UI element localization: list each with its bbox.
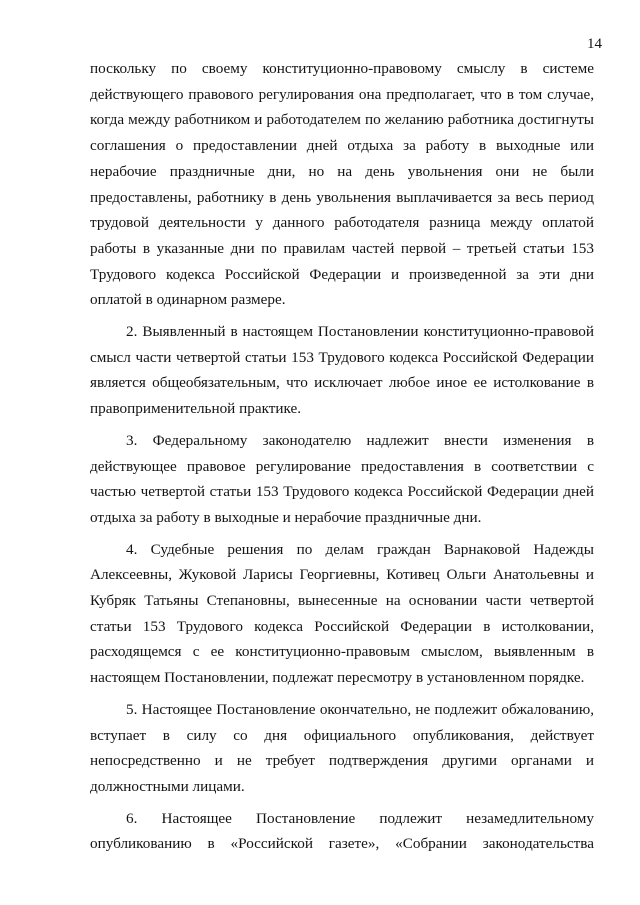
paragraph-2: 2. Выявленный в настоящем Постановлении конституционно-правовой смысл части четвертой статьи 153 Трудового кодекса Российской Федерации является общеобязательным, что исключает любое иное ее истолкование в правоприменительной практике. xyxy=(90,323,594,418)
page-number: 14 xyxy=(587,36,602,52)
paragraph-6: 6. Настоящее Постановление подлежит незамедлительному опубликованию в «Российской газете», «Собрании законодательства xyxy=(90,809,594,853)
body-text xyxy=(90,56,594,863)
paragraph-continuation: поскольку по своему конституционно-правовому смыслу в системе действующего правового регулирования она предполагает, что в том случае, когда между работником и работодателем по желанию работника достигнуты соглашения о предоставлении дней отдыха за работу в выходные или нерабочие праздничные дни, но на день увольнения они не были предоставлены, работнику в день увольнения выплачивается за весь период трудовой деятельности у данного работодателя разница между оплатой работы в указанные дни по правилам частей первой – третьей статьи 153 Трудового кодекса Российской Федерации и произведенной за эти дни оплатой в одинарном размере. xyxy=(90,60,594,309)
paragraph-5: 5. Настоящее Постановление окончательно, не подлежит обжалованию, вступает в силу со дня официального опубликования, действует непосредственно и не требует подтверждения другими органами и должностными лицами. xyxy=(90,700,594,795)
paragraph-3: 3. Федеральному законодателю надлежит внести изменения в действующее правовое регулирование предоставления в соответствии с частью четвертой статьи 153 Трудового кодекса Российской Федерации дней отдыха за работу в выходные и нерабочие праздничные дни. xyxy=(90,431,594,526)
paragraph-4: 4. Судебные решения по делам граждан Варнаковой Надежды Алексеевны, Жуковой Ларисы Георгиевны, Котивец Ольги Анатольевны и Кубряк Татьяны Степановны, вынесенные на основании части четвертой статьи 153 Трудового кодекса Российской Федерации в истолковании, расходящемся с ее конституционно-правовым смыслом, выявленным в настоящем Постановлении, подлежат пересмотру в установленном порядке. xyxy=(90,540,594,687)
